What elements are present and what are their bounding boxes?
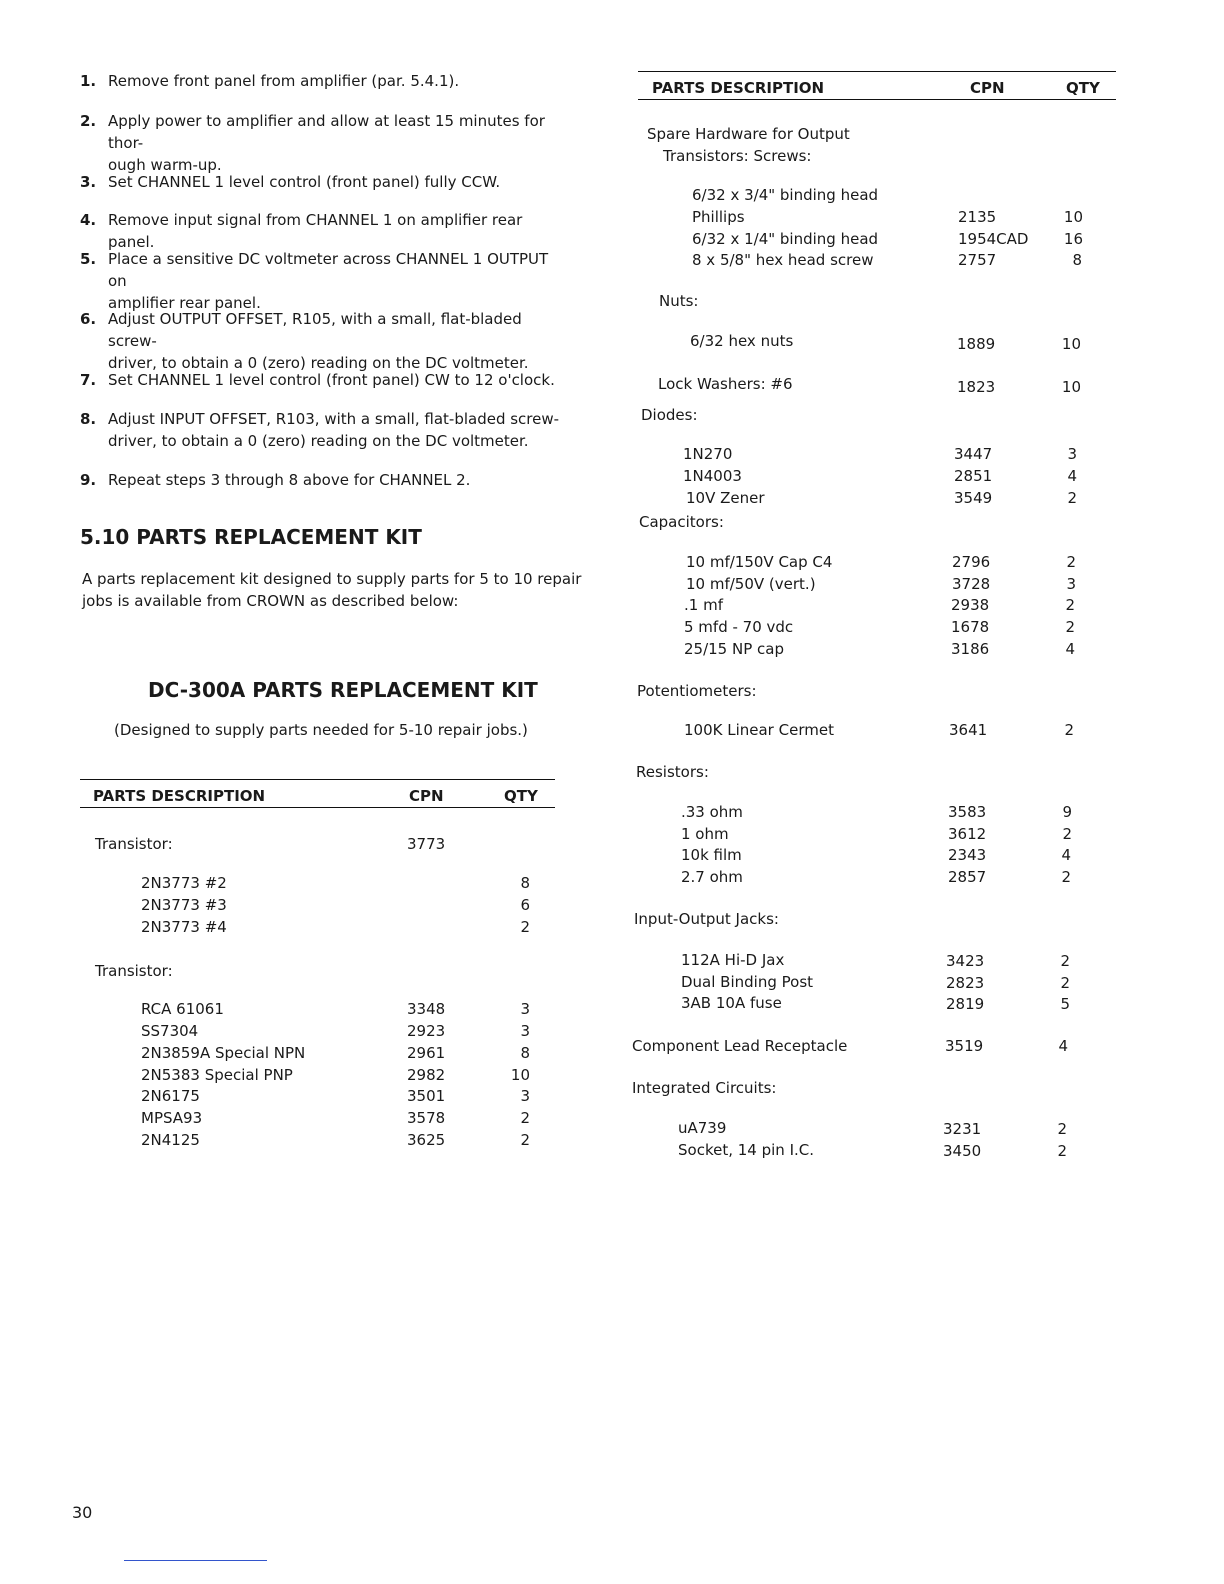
part-description: 10 mf/50V (vert.) (686, 575, 816, 593)
step-text: Set CHANNEL 1 level control (front panel) CW to 12 o'clock. (108, 371, 555, 389)
part-description: 2N3773 #2 (141, 874, 227, 892)
part-qty: 8 (520, 1044, 530, 1062)
part-description: 1N270 (683, 445, 733, 463)
part-description: 5 mfd - 70 vdc (684, 618, 794, 636)
part-qty: 2 (1065, 618, 1075, 636)
part-qty: 3 (520, 1087, 530, 1105)
part-cpn: 3519 (945, 1037, 984, 1055)
part-qty: 10 (510, 1066, 530, 1084)
part-description: Dual Binding Post (681, 973, 814, 991)
part-description: 10 mf/150V Cap C4 (686, 553, 833, 571)
part-cpn: 3641 (949, 721, 988, 739)
part-cpn: 1678 (951, 618, 990, 636)
part-description: 112A Hi-D Jax (681, 951, 785, 969)
step-number: 8. (80, 410, 97, 428)
part-description: .1 mf (684, 596, 723, 614)
step-text: Adjust INPUT OFFSET, R103, with a small, flat-bladed screw- (108, 410, 560, 428)
part-description: 1 ohm (681, 825, 729, 843)
part-description: Socket, 14 pin I.C. (678, 1141, 814, 1159)
part-cpn: 3447 (954, 445, 993, 463)
part-qty: 4 (1065, 640, 1075, 658)
part-qty: 9 (1062, 803, 1072, 821)
part-description: Input-Output Jacks: (634, 910, 779, 928)
part-cpn: 3728 (952, 575, 991, 593)
part-description: Spare Hardware for Output (647, 125, 850, 143)
section-intro (82, 568, 581, 612)
part-qty: 3 (1066, 575, 1076, 593)
part-cpn: 2823 (946, 974, 985, 992)
part-description: .33 ohm (681, 803, 743, 821)
part-qty: 10 (1063, 208, 1083, 226)
part-qty: 2 (520, 918, 530, 936)
step-number: 2. (80, 112, 97, 130)
step-text: Adjust OUTPUT OFFSET, R105, with a small, flat-bladed screw- (108, 310, 522, 350)
part-qty: 4 (1067, 467, 1077, 485)
table-header-rule (638, 99, 1116, 100)
part-qty: 4 (1058, 1037, 1068, 1055)
part-description: 2.7 ohm (681, 868, 743, 886)
footer-rule (124, 1560, 267, 1561)
table-top-rule (638, 71, 1116, 72)
step-number: 9. (80, 471, 97, 489)
intro-line: A parts replacement kit designed to supply parts for 5 to 10 repair (82, 570, 582, 588)
part-qty: 2 (520, 1109, 530, 1127)
part-description: 2N6175 (141, 1087, 200, 1105)
part-cpn: 3583 (948, 803, 987, 821)
part-description: 10k film (681, 846, 742, 864)
part-description: Transistor: (95, 962, 173, 980)
part-description: 100K Linear Cermet (684, 721, 834, 739)
part-qty: 8 (1072, 251, 1082, 269)
part-qty: 5 (1060, 995, 1070, 1013)
header-cpn: CPN (409, 787, 444, 805)
part-description: 25/15 NP cap (684, 640, 784, 658)
step-text: ough warm-up. (108, 156, 222, 174)
part-description: Diodes: (641, 406, 698, 424)
part-description: 2N4125 (141, 1131, 200, 1149)
step-number: 4. (80, 211, 97, 229)
table-header-rule (80, 807, 555, 808)
part-qty: 3 (520, 1022, 530, 1040)
part-qty: 2 (1067, 489, 1077, 507)
step-text: Set CHANNEL 1 level control (front panel) fully CCW. (108, 173, 501, 191)
step-text: Remove front panel from amplifier (par. 5.4.1). (108, 72, 460, 90)
step-number: 5. (80, 250, 97, 268)
part-qty: 10 (1061, 378, 1081, 396)
part-description: 2N5383 Special PNP (141, 1066, 293, 1084)
header-parts-description: PARTS DESCRIPTION (93, 787, 266, 805)
intro-line: jobs is available from CROWN as described below: (82, 592, 459, 610)
part-qty: 3 (1067, 445, 1077, 463)
part-cpn: 3186 (951, 640, 990, 658)
part-description: Nuts: (659, 292, 699, 310)
step-text: driver, to obtain a 0 (zero) reading on the DC voltmeter. (108, 432, 529, 450)
part-qty: 2 (1065, 596, 1075, 614)
part-cpn: 3578 (407, 1109, 446, 1127)
part-qty: 10 (1061, 335, 1081, 353)
part-cpn: 2819 (946, 995, 985, 1013)
page-number: 30 (72, 1503, 93, 1522)
part-description: 6/32 x 1/4" binding head (692, 230, 879, 248)
step-text: driver, to obtain a 0 (zero) reading on the DC voltmeter. (108, 354, 529, 372)
part-cpn: 3231 (943, 1120, 982, 1138)
part-qty: 2 (520, 1131, 530, 1149)
part-cpn: 3549 (954, 489, 993, 507)
part-cpn: 3348 (407, 1000, 446, 1018)
part-description: SS7304 (141, 1022, 199, 1040)
part-description: Potentiometers: (637, 682, 757, 700)
part-qty: 2 (1060, 952, 1070, 970)
part-qty: 16 (1063, 230, 1083, 248)
part-cpn: 2857 (948, 868, 987, 886)
part-description: Integrated Circuits: (632, 1079, 777, 1097)
part-qty: 2 (1064, 721, 1074, 739)
part-description: 6/32 hex nuts (690, 332, 794, 350)
part-description: RCA 61061 (141, 1000, 224, 1018)
part-description: 2N3859A Special NPN (141, 1044, 306, 1062)
step-number: 3. (80, 173, 97, 191)
step-number: 6. (80, 310, 97, 328)
part-description: Component Lead Receptacle (632, 1037, 848, 1055)
part-cpn: 2757 (958, 251, 997, 269)
part-description: MPSA93 (141, 1109, 203, 1127)
part-qty: 2 (1057, 1142, 1067, 1160)
part-qty: 2 (1061, 868, 1071, 886)
part-qty: 2 (1062, 825, 1072, 843)
step-number: 7. (80, 371, 97, 389)
header-qty: QTY (504, 787, 538, 805)
part-cpn: 2938 (951, 596, 990, 614)
part-cpn: 2851 (954, 467, 993, 485)
part-cpn: 2343 (948, 846, 987, 864)
step-number: 1. (80, 72, 97, 90)
part-description: Capacitors: (639, 513, 724, 531)
part-description: 2N3773 #4 (141, 918, 227, 936)
part-cpn: 2135 (958, 208, 997, 226)
part-cpn: 2796 (952, 553, 991, 571)
part-description: Phillips (692, 208, 745, 226)
part-description: 6/32 x 3/4" binding head (692, 186, 879, 204)
part-qty: 8 (520, 874, 530, 892)
part-cpn: 1954CAD (958, 230, 1029, 248)
part-cpn: 1823 (957, 378, 996, 396)
header-parts-description: PARTS DESCRIPTION (652, 79, 825, 97)
part-description: 1N4003 (683, 467, 742, 485)
table-top-rule (80, 779, 555, 780)
step-text: Repeat steps 3 through 8 above for CHANNEL 2. (108, 471, 471, 489)
part-description: Resistors: (636, 763, 709, 781)
step-text: amplifier rear panel. (108, 294, 261, 312)
part-qty: 4 (1061, 846, 1071, 864)
kit-subtitle: (Designed to supply parts needed for 5-10 repair jobs.) (114, 721, 528, 739)
part-qty: 6 (520, 896, 530, 914)
header-qty: QTY (1066, 79, 1100, 97)
part-cpn: 2961 (407, 1044, 446, 1062)
part-cpn: 2982 (407, 1066, 446, 1084)
part-qty: 2 (1057, 1120, 1067, 1138)
section-heading: 5.10 PARTS REPLACEMENT KIT (80, 525, 422, 549)
part-description: Transistors: Screws: (663, 147, 812, 165)
part-cpn: 2923 (407, 1022, 446, 1040)
part-qty: 2 (1060, 974, 1070, 992)
part-cpn: 3450 (943, 1142, 982, 1160)
part-description: Transistor: (95, 835, 173, 853)
part-cpn: 3773 (407, 835, 446, 853)
part-description: uA739 (678, 1119, 727, 1137)
part-cpn: 3612 (948, 825, 987, 843)
part-qty: 2 (1066, 553, 1076, 571)
part-cpn: 3625 (407, 1131, 446, 1149)
step-text: Apply power to amplifier and allow at least 15 minutes for thor- (108, 112, 545, 152)
part-description: 3AB 10A fuse (681, 994, 782, 1012)
part-qty: 3 (520, 1000, 530, 1018)
part-cpn: 1889 (957, 335, 996, 353)
step-text: Place a sensitive DC voltmeter across CHANNEL 1 OUTPUT on (108, 250, 549, 290)
part-description: Lock Washers: #6 (658, 375, 793, 393)
header-cpn: CPN (970, 79, 1005, 97)
step-text: Remove input signal from CHANNEL 1 on amplifier rear panel. (108, 211, 523, 251)
part-cpn: 3501 (407, 1087, 446, 1105)
part-cpn: 3423 (946, 952, 985, 970)
part-description: 2N3773 #3 (141, 896, 227, 914)
kit-title: DC-300A PARTS REPLACEMENT KIT (148, 678, 538, 702)
part-description: 10V Zener (686, 489, 765, 507)
part-description: 8 x 5/8" hex head screw (692, 251, 874, 269)
